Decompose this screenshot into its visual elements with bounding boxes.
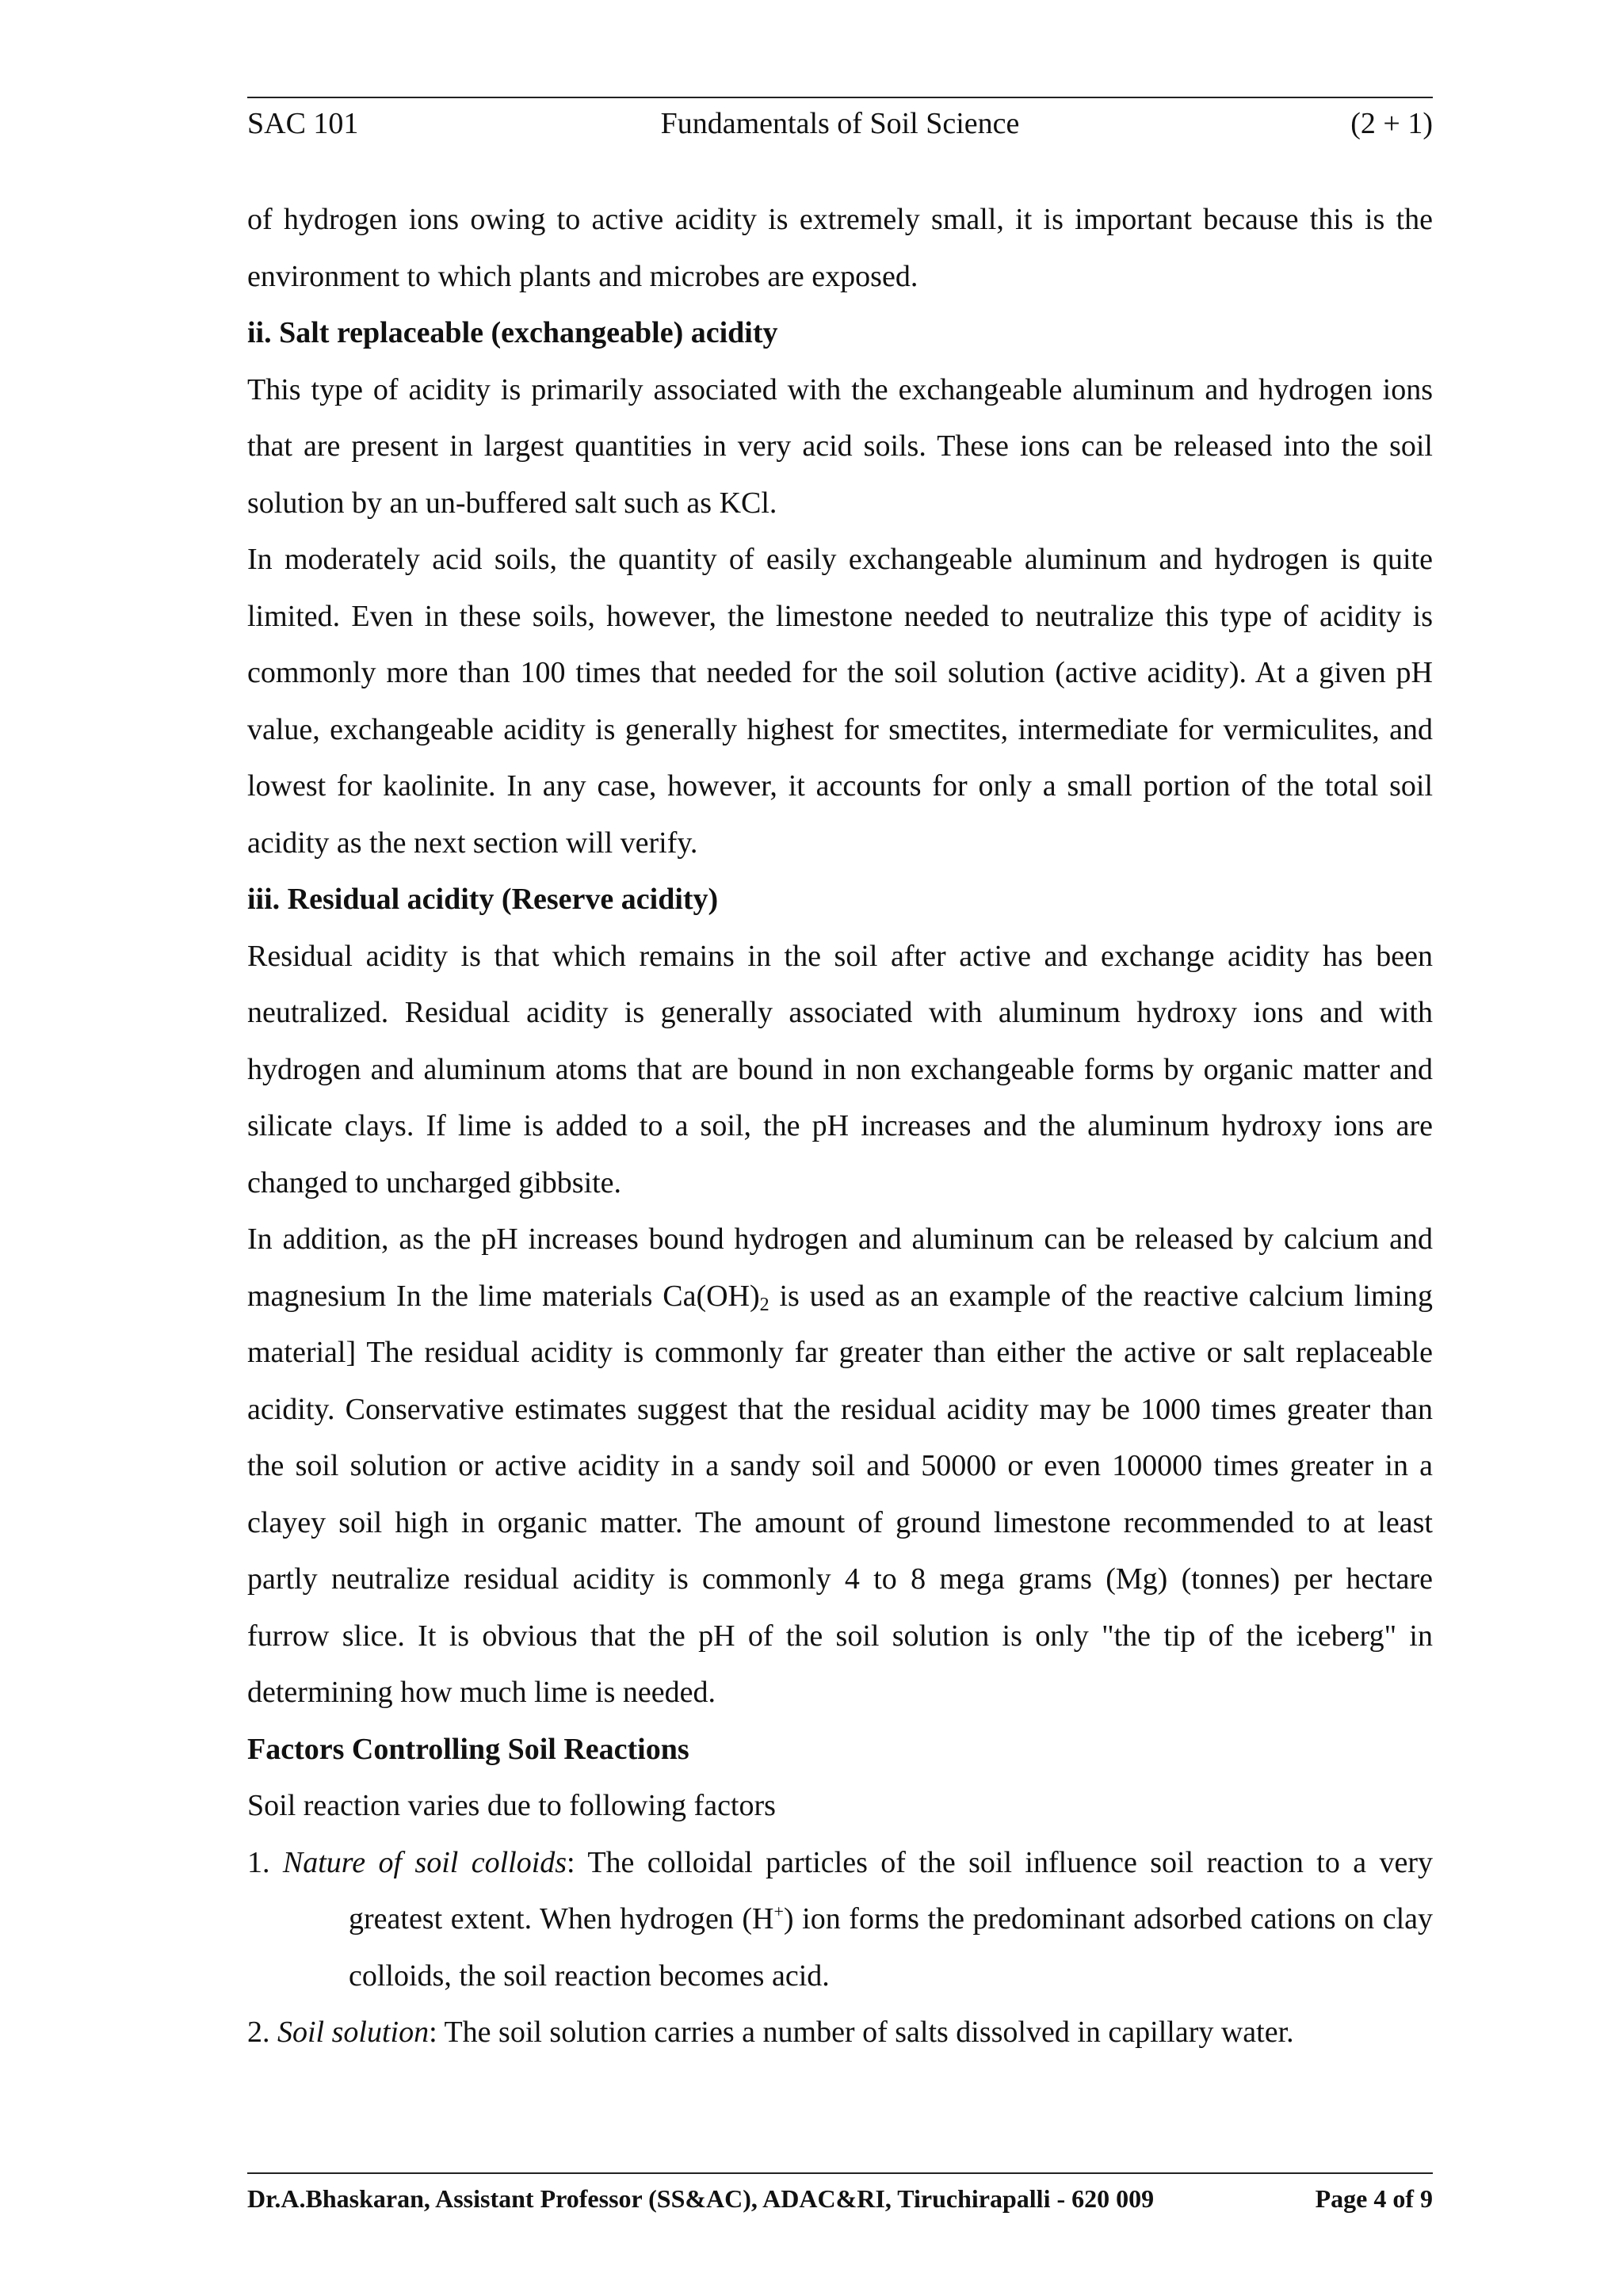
list-item-soil-colloids xyxy=(247,1835,1433,2005)
heading-factors-controlling: Factors Controlling Soil Reactions xyxy=(247,1732,689,1766)
text-run: : The colloidal particles of the soil influence soil reaction to a very greatest extent. When hydrogen (H xyxy=(349,1845,1434,1936)
list-number: 1. xyxy=(247,1845,283,1879)
list-item-soil-solution xyxy=(247,2004,1433,2061)
text-run: In addition, as the pH increases bound hydrogen and aluminum can be released by calcium and magnesium In the lime materials Ca(OH) xyxy=(247,1222,1433,1313)
text-run: is used as an example of the reactive calcium liming material] The residual acidity is commonly far greater than either the active or salt replaceable acidity. Conservative estimates suggest that the residual acidity may be 1000 times greater than the soil solution or active acidity in a sandy soil and 50000 or even 100000 times greater in a clayey soil high in organic matter. The amount of ground limestone recommended to at least partly neutralize residual acidity is commonly 4 to 8 mega grams (Mg) (tonnes) per hectare furrow slice. It is obvious that the pH of the soil solution is only "the tip of the iceberg" in determining how much lime is needed. xyxy=(247,1279,1433,1709)
subscript: 2 xyxy=(759,1294,769,1315)
page-footer xyxy=(247,2179,1433,2218)
page-number: Page 4 of 9 xyxy=(1315,2184,1433,2213)
text-run: : The soil solution carries a number of salts dissolved in capillary water. xyxy=(429,2016,1294,2049)
footer-author: Dr.A.Bhaskaran, Assistant Professor (SS&AC), ADAC&RI, Tiruchirapalli - 620 009 xyxy=(247,2184,1155,2213)
footer-rule xyxy=(247,2172,1433,2174)
heading-residual-acidity: iii. Residual acidity (Reserve acidity) xyxy=(247,883,719,916)
course-code: SAC 101 xyxy=(247,107,359,140)
paragraph-residual-acidity: Residual acidity is that which remains in the soil after active and exchange acidity has been neutralized. Residual acidity is generally associated with aluminum hydroxy ions and with hydrogen and aluminum atoms that are bound in non exchangeable forms by organic matter and silicate clays. If lime is added to a soil, the pH increases and the aluminum hydroxy ions are changed to uncharged gibbsite. xyxy=(247,939,1433,1199)
list-term: Nature of soil colloids xyxy=(282,1845,567,1879)
text-run: ) ion forms the predominant adsorbed cations on clay colloids, the soil reaction becomes acid. xyxy=(349,1902,1434,1993)
list-term: Soil solution xyxy=(277,2016,430,2049)
paragraph-factors-intro: Soil reaction varies due to following factors xyxy=(247,1789,776,1822)
list-number: 2. xyxy=(247,2016,277,2049)
course-title: Fundamentals of Soil Science xyxy=(660,107,1020,140)
header-rule xyxy=(247,97,1433,98)
paragraph-salt-acidity: This type of acidity is primarily associated with the exchangeable aluminum and hydrogen ions that are present in largest quantities in very acid soils. These ions can be released into the soil solution by an un-buffered salt such as KCl. xyxy=(247,372,1433,520)
document-body xyxy=(247,192,1433,2061)
paragraph-moderately-acid-soils: In moderately acid soils, the quantity of easily exchangeable aluminum and hydrogen is quite limited. Even in these soils, however, the limestone needed to neutralize this type of acidity is commonly more than 100 times that needed for the soil solution (active acidity). At a given pH value, exchangeable acidity is generally highest for smectites, intermediate for vermiculites, and lowest for kaolinite. In any case, however, it accounts for only a small portion of the total soil acidity as the next section will verify. xyxy=(247,543,1433,860)
paragraph-residual-addition xyxy=(247,1211,1433,1722)
paragraph-active-acidity: of hydrogen ions owing to active acidity is extremely small, it is important because this is the environment to which plants and microbes are exposed. xyxy=(247,203,1433,293)
course-credits: (2 + 1) xyxy=(1350,107,1433,140)
heading-salt-replaceable-acidity: ii. Salt replaceable (exchangeable) acidity xyxy=(247,316,778,349)
page-header xyxy=(247,101,1433,146)
superscript: + xyxy=(773,1901,784,1921)
